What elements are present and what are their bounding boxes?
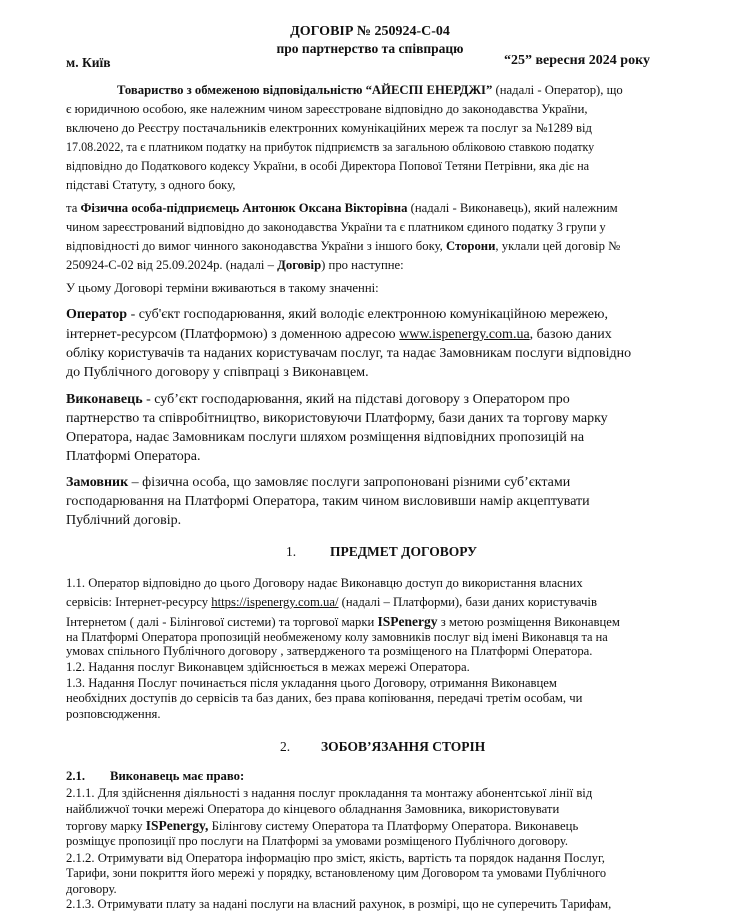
brand-name-2: ISPenergy, [145, 818, 209, 833]
contract-title: ДОГОВІР № 250924-С-04 [290, 24, 450, 39]
clause-2-1-3: 2.1.3. Отримувати плату за надані послуги на власний рахунок, в розмірі, що не суперечить Тарифам, [66, 897, 612, 911]
section-1-number: 1. [286, 544, 297, 559]
contract-subtitle: про партнерство та співпрацю [276, 41, 464, 56]
operator-website-link[interactable]: www.ispenergy.com.ua [399, 327, 530, 342]
clause-2-1-number: 2.1. [66, 769, 86, 783]
customer-term: Замовник [66, 475, 129, 490]
platform-link[interactable]: https://ispenergy.com.ua/ [211, 595, 339, 609]
clause-1-2: 1.2. Надання послуг Виконавцем здійснюється в межах мережі Оператора. [66, 660, 470, 674]
company-name: Товариство з обмеженою відповідальністю “АЙЕСПІ ЕНЕРДЖІ” [117, 83, 493, 97]
contract-date: “25” вересня 2024 року [504, 53, 650, 68]
terms-intro: У цьому Договорі терміни вживаються в такому значенні: [66, 281, 379, 295]
clause-2-1-title: Виконавець має право: [110, 769, 245, 783]
section-2-number: 2. [280, 739, 291, 754]
section-2-title: ЗОБОВ’ЯЗАННЯ СТОРІН [321, 739, 486, 754]
party-name: Фізична особа-підприємець Антонюк Оксана Вікторівна [80, 201, 408, 215]
operator-term: Оператор [66, 307, 128, 322]
executor-term: Виконавець [66, 392, 143, 407]
section-1-title: ПРЕДМЕТ ДОГОВОРУ [330, 544, 478, 559]
brand-name: ISPenergy [377, 614, 438, 629]
city: м. Київ [66, 55, 111, 70]
